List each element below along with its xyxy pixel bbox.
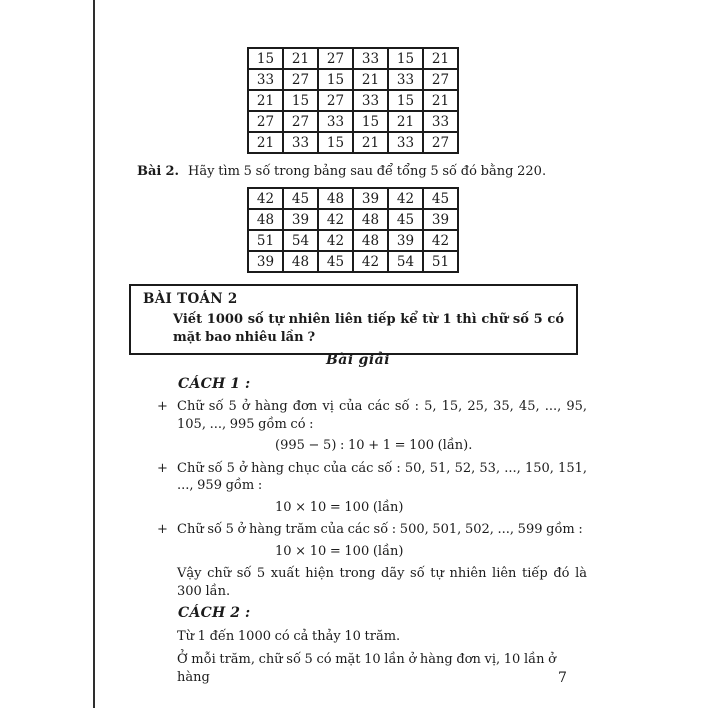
table-cell: 33 xyxy=(318,111,353,132)
table-cell: 21 xyxy=(248,90,283,111)
table-cell: 15 xyxy=(388,90,423,111)
problem-box-question: Viết 1000 số tự nhiên liên tiếp kể từ 1 thì chữ số 5 có mặt bao nhiêu lần ? xyxy=(173,312,564,345)
exercise-2-line xyxy=(137,164,587,179)
table-cell: 42 xyxy=(423,230,458,251)
table-row xyxy=(248,209,458,230)
table-cell: 54 xyxy=(283,230,318,251)
table-cell: 27 xyxy=(283,69,318,90)
table-cell: 45 xyxy=(318,251,353,272)
table-cell: 15 xyxy=(388,48,423,69)
method-2-line-1: Từ 1 đến 1000 có cả thảy 10 trăm. xyxy=(177,628,401,644)
solution-step-1 xyxy=(129,398,587,433)
table-cell: 21 xyxy=(353,69,388,90)
plus-bullet: + xyxy=(157,460,168,476)
table-cell: 27 xyxy=(423,69,458,90)
table-cell: 15 xyxy=(353,111,388,132)
method-2-heading: CÁCH 2 : xyxy=(178,605,251,621)
table-cell: 39 xyxy=(248,251,283,272)
step-3-formula: 10 × 10 = 100 (lần) xyxy=(275,543,404,559)
plus-bullet: + xyxy=(157,522,168,537)
table-cell: 39 xyxy=(388,230,423,251)
table-cell: 42 xyxy=(388,188,423,209)
problem-box xyxy=(129,284,578,355)
table-cell: 39 xyxy=(423,209,458,230)
table-cell: 27 xyxy=(423,132,458,153)
page-number: 7 xyxy=(558,670,567,686)
table-cell: 21 xyxy=(423,90,458,111)
problem-box-title: BÀI TOÁN 2 xyxy=(143,291,238,307)
table-cell: 21 xyxy=(388,111,423,132)
number-grid-2 xyxy=(247,187,459,273)
table-cell: 21 xyxy=(353,132,388,153)
step-2-formula: 10 × 10 = 100 (lần) xyxy=(275,499,404,515)
table-cell: 48 xyxy=(353,209,388,230)
page-edge-line xyxy=(93,0,95,708)
table-cell: 45 xyxy=(388,209,423,230)
table-cell: 45 xyxy=(423,188,458,209)
plus-bullet: + xyxy=(157,399,168,414)
solution-section xyxy=(129,352,587,692)
table-cell: 42 xyxy=(318,230,353,251)
table-cell: 21 xyxy=(423,48,458,69)
table-cell: 45 xyxy=(283,188,318,209)
solution-step-2 xyxy=(129,460,587,495)
step-2-text: Chữ số 5 ở hàng chục của các số : 50, 51, 52, 53, ..., 150, 151, ..., 959 gồm : xyxy=(177,460,587,493)
table-cell: 39 xyxy=(283,209,318,230)
table-cell: 54 xyxy=(388,251,423,272)
table-cell: 51 xyxy=(248,230,283,251)
step-3-text: Chữ số 5 ở hàng trăm của các số : 500, 501, 502, ..., 599 gồm : xyxy=(177,522,583,537)
table-cell: 33 xyxy=(248,69,283,90)
table-cell: 48 xyxy=(248,209,283,230)
table-cell: 33 xyxy=(353,48,388,69)
table-cell: 42 xyxy=(248,188,283,209)
table-cell: 51 xyxy=(423,251,458,272)
number-grid-1 xyxy=(247,47,459,154)
table-row xyxy=(248,48,458,69)
table-row xyxy=(248,188,458,209)
method-2-line-2: Ở mỗi trăm, chữ số 5 có mặt 10 lần ở hàng đơn vị, 10 lần ở hàng xyxy=(177,652,556,685)
method-1-conclusion: Vậy chữ số 5 xuất hiện trong dãy số tự nhiên liên tiếp đó là 300 lần. xyxy=(177,566,587,599)
table-row xyxy=(248,69,458,90)
solution-step-3 xyxy=(129,521,587,539)
table-row xyxy=(248,251,458,272)
table-cell: 21 xyxy=(248,132,283,153)
method-1-heading: CÁCH 1 : xyxy=(178,375,251,392)
table-cell: 42 xyxy=(318,209,353,230)
table-cell: 33 xyxy=(388,132,423,153)
table-cell: 48 xyxy=(283,251,318,272)
step-1-formula: (995 − 5) : 10 + 1 = 100 (lần). xyxy=(275,438,473,453)
table-row xyxy=(248,230,458,251)
table-cell: 27 xyxy=(283,111,318,132)
table-cell: 42 xyxy=(353,251,388,272)
table-row xyxy=(248,132,458,153)
table-cell: 48 xyxy=(353,230,388,251)
table-cell: 33 xyxy=(423,111,458,132)
table-cell: 27 xyxy=(248,111,283,132)
table-cell: 33 xyxy=(353,90,388,111)
table-cell: 33 xyxy=(283,132,318,153)
table-cell: 48 xyxy=(318,188,353,209)
table-cell: 27 xyxy=(318,90,353,111)
table-cell: 15 xyxy=(248,48,283,69)
exercise-2-text: Hãy tìm 5 số trong bảng sau để tổng 5 số đó bằng 220. xyxy=(188,164,547,179)
exercise-2-label: Bài 2. xyxy=(137,164,180,179)
table-cell: 15 xyxy=(318,69,353,90)
table-cell: 33 xyxy=(388,69,423,90)
table-cell: 21 xyxy=(283,48,318,69)
table-row xyxy=(248,90,458,111)
table-cell: 15 xyxy=(283,90,318,111)
table-cell: 39 xyxy=(353,188,388,209)
step-1-text: Chữ số 5 ở hàng đơn vị của các số : 5, 15, 25, 35, 45, ..., 95, 105, ..., 995 gồm có : xyxy=(177,399,587,432)
table-cell: 27 xyxy=(318,48,353,69)
table-row xyxy=(248,111,458,132)
table-cell: 15 xyxy=(318,132,353,153)
solution-heading: Bài giải xyxy=(325,352,391,368)
